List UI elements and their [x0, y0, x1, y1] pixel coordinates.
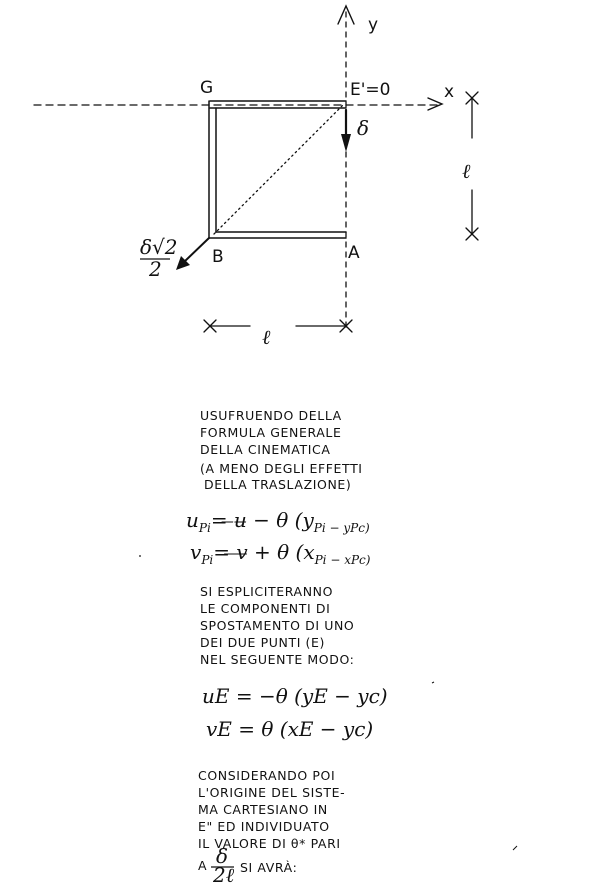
- final-line-1: CONSIDERANDO POI: [198, 768, 336, 783]
- x-axis-arrowhead: [428, 98, 442, 110]
- formula-v: $v_{Pi}=$ ̶v̶ + θ ($x_{Pi - xPc)}$: [190, 540, 371, 567]
- equation-u-e: uE = −θ (yE − yc): [202, 684, 388, 708]
- intro-line-1: USUFRUENDO DELLA: [200, 408, 342, 423]
- intro-line-5: DELLA TRASLAZIONE): [204, 477, 352, 492]
- stray-dot: [139, 555, 141, 557]
- intro-line-3: DELLA CINEMATICA: [200, 442, 331, 457]
- length-vertical-label: ℓ: [462, 159, 471, 183]
- kinematics-formulas: [186, 508, 371, 567]
- middle-line-2: LE COMPONENTI DI: [200, 601, 331, 616]
- formula-u: $u_{Pi}=$ ̶u̶ − θ ($y_{Pi - yPc)}$: [186, 508, 370, 535]
- point-label-a: A: [348, 243, 360, 263]
- kinematics-diagram: [34, 6, 478, 332]
- final-line-4: E" ED INDIVIDUATO: [198, 819, 330, 834]
- final-fraction-prefix: A: [198, 858, 208, 873]
- x-axis-label: x: [444, 82, 455, 102]
- point-label-e: E'=0: [350, 80, 391, 100]
- point-label-g: G: [200, 78, 214, 98]
- final-fraction-numerator: δ: [216, 844, 229, 868]
- delta-arrowhead: [341, 134, 351, 152]
- middle-line-4: DEI DUE PUNTI (E): [200, 635, 326, 650]
- diag-vector-numerator: δ√2: [140, 235, 178, 259]
- length-horizontal-label: ℓ: [262, 325, 271, 349]
- final-line-3: MA CARTESIANO IN: [198, 802, 328, 817]
- final-line-5: IL VALORE DI θ* PARI: [198, 836, 341, 851]
- diag-displacement-arrow: [184, 238, 209, 262]
- diag-vector-label: [140, 235, 178, 281]
- stray-mark-right: [513, 846, 517, 850]
- intro-line-4: (A MENO DEGLI EFFETTI: [200, 461, 363, 476]
- final-fraction-denominator: 2ℓ: [213, 863, 235, 887]
- final-line-6: SI AVRÀ:: [240, 860, 298, 875]
- diagonal-dotted: [214, 104, 344, 234]
- intro-line-2: FORMULA GENERALE: [200, 425, 342, 440]
- notes-final: [198, 768, 345, 887]
- displacement-equations: [202, 684, 388, 741]
- notes-middle: [200, 584, 355, 667]
- y-axis-label: y: [368, 15, 379, 35]
- final-line-2: L'ORIGINE DEL SISTE-: [198, 785, 346, 800]
- diag-vector-denominator: 2: [149, 257, 162, 281]
- point-label-b: B: [212, 247, 224, 267]
- middle-line-1: SI ESPLICITERANNO: [200, 584, 334, 599]
- delta-label: δ: [357, 116, 370, 140]
- equation-v-e: vE = θ (xE − yc): [206, 717, 374, 741]
- middle-line-5: NEL SEGUENTE MODO:: [200, 652, 355, 667]
- notes-intro: [200, 408, 363, 492]
- stray-mark-mid: [432, 682, 434, 683]
- middle-line-3: SPOSTAMENTO DI UNO: [200, 618, 355, 633]
